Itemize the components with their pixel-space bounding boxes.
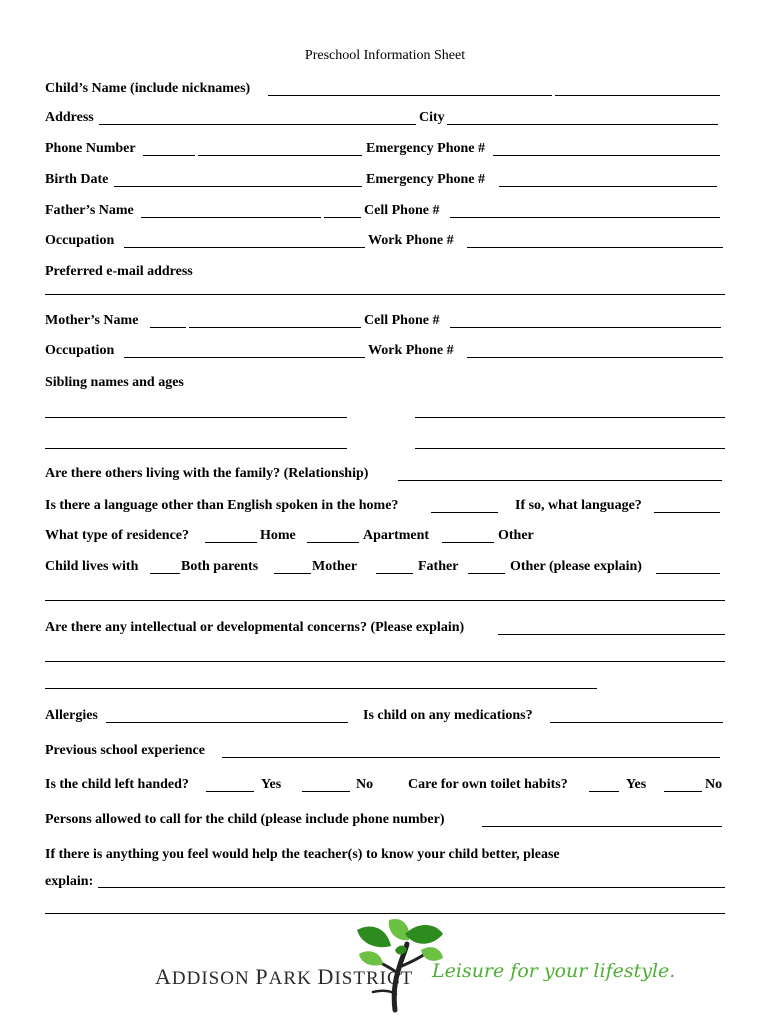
cell-phone-line-2[interactable]: [450, 327, 721, 328]
fathers-name-label: Father’s Name: [45, 203, 134, 218]
concerns-line-1[interactable]: [498, 634, 725, 635]
work-phone-label-2: Work Phone #: [368, 343, 454, 358]
sibling-line-4[interactable]: [415, 448, 725, 449]
lives-both-label: Both parents: [181, 559, 259, 574]
toilet-question-label: Care for own toilet habits?: [408, 777, 568, 792]
child-name-line-2[interactable]: [555, 95, 720, 96]
lives-mother-label: Mother: [312, 559, 358, 574]
left-handed-yes-line[interactable]: [206, 791, 254, 792]
left-handed-yes-label: Yes: [261, 777, 282, 792]
residence-apartment-label: Apartment: [363, 528, 430, 543]
persons-allowed-line[interactable]: [482, 826, 722, 827]
fathers-name-line-2[interactable]: [324, 217, 361, 218]
city-label: City: [419, 110, 445, 125]
cell-phone-label-1: Cell Phone #: [364, 203, 440, 218]
residence-apartment-line[interactable]: [307, 542, 359, 543]
medications-label: Is child on any medications?: [363, 708, 533, 723]
work-phone-line-1[interactable]: [467, 247, 723, 248]
lives-both-line[interactable]: [150, 573, 180, 574]
address-line[interactable]: [99, 124, 416, 125]
child-name-line[interactable]: [268, 95, 552, 96]
sibling-line-3[interactable]: [45, 448, 347, 449]
sibling-line-1[interactable]: [45, 417, 347, 418]
work-phone-line-2[interactable]: [467, 357, 723, 358]
residence-question-label: What type of residence?: [45, 528, 189, 543]
mothers-name-label: Mother’s Name: [45, 313, 139, 328]
allergies-label: Allergies: [45, 708, 98, 723]
cell-phone-line-1[interactable]: [450, 217, 720, 218]
city-line[interactable]: [447, 124, 718, 125]
left-handed-no-label: No: [356, 777, 374, 792]
residence-other-label: Other: [498, 528, 534, 543]
lives-father-label: Father: [418, 559, 459, 574]
concerns-line-2[interactable]: [45, 661, 725, 662]
help-teacher-label: If there is anything you feel would help the teacher(s) to know your child better, please: [45, 847, 560, 862]
toilet-no-label: No: [705, 777, 723, 792]
lives-mother-line[interactable]: [274, 573, 311, 574]
occupation-label-1: Occupation: [45, 233, 115, 248]
others-living-label: Are there others living with the family? (Relationship): [45, 466, 369, 481]
occupation-line-2[interactable]: [124, 357, 365, 358]
preferred-email-label: Preferred e-mail address: [45, 264, 193, 279]
preferred-email-line[interactable]: [45, 294, 725, 295]
lives-with-explain-line[interactable]: [45, 600, 725, 601]
lives-with-label: Child lives with: [45, 559, 139, 574]
tagline: Leisure for your lifestyle.: [432, 960, 676, 982]
birth-date-line[interactable]: [114, 186, 362, 187]
language-answer-line[interactable]: [431, 512, 498, 513]
phone-number-label: Phone Number: [45, 141, 136, 156]
lives-other-line[interactable]: [468, 573, 505, 574]
sibling-names-label: Sibling names and ages: [45, 375, 184, 390]
residence-home-label: Home: [260, 528, 296, 543]
left-handed-label: Is the child left handed?: [45, 777, 189, 792]
toilet-yes-line[interactable]: [589, 791, 619, 792]
sibling-line-2[interactable]: [415, 417, 725, 418]
fathers-name-line[interactable]: [141, 217, 321, 218]
emergency-phone-line-1[interactable]: [493, 155, 720, 156]
lives-father-line[interactable]: [376, 573, 413, 574]
previous-school-line[interactable]: [222, 757, 720, 758]
allergies-line[interactable]: [106, 722, 348, 723]
occupation-line-1[interactable]: [124, 247, 365, 248]
address-label: Address: [45, 110, 94, 125]
mothers-name-line[interactable]: [150, 327, 186, 328]
others-living-line[interactable]: [398, 480, 722, 481]
phone-number-line-2[interactable]: [198, 155, 362, 156]
lives-other-label: Other (please explain): [510, 559, 642, 574]
occupation-label-2: Occupation: [45, 343, 115, 358]
concerns-question-label: Are there any intellectual or developmental concerns? (Please explain): [45, 620, 465, 635]
persons-allowed-label: Persons allowed to call for the child (please include phone number): [45, 812, 445, 827]
emergency-phone-label-2: Emergency Phone #: [366, 172, 485, 187]
language-question-label: Is there a language other than English spoken in the home?: [45, 498, 399, 513]
residence-home-line[interactable]: [205, 542, 257, 543]
phone-number-line[interactable]: [143, 155, 195, 156]
toilet-no-line[interactable]: [664, 791, 702, 792]
emergency-phone-line-2[interactable]: [499, 186, 717, 187]
which-language-line[interactable]: [654, 512, 720, 513]
page-title: Preschool Information Sheet: [304, 48, 466, 63]
birth-date-label: Birth Date: [45, 172, 109, 187]
medications-line[interactable]: [550, 722, 723, 723]
organization-name: ADDISON PARK DISTRICT: [155, 964, 414, 989]
child-name-label: Child’s Name (include nicknames): [45, 81, 251, 96]
emergency-phone-label-1: Emergency Phone #: [366, 141, 485, 156]
explain-label: explain:: [45, 874, 94, 889]
work-phone-label-1: Work Phone #: [368, 233, 454, 248]
toilet-yes-label: Yes: [626, 777, 647, 792]
cell-phone-label-2: Cell Phone #: [364, 313, 440, 328]
lives-other-explain-line[interactable]: [656, 573, 720, 574]
mothers-name-line-2[interactable]: [189, 327, 361, 328]
residence-other-line[interactable]: [442, 542, 494, 543]
which-language-label: If so, what language?: [515, 498, 642, 513]
concerns-line-3[interactable]: [45, 688, 597, 689]
previous-school-label: Previous school experience: [45, 743, 205, 758]
left-handed-no-line[interactable]: [302, 791, 350, 792]
explain-line-1[interactable]: [98, 887, 725, 888]
